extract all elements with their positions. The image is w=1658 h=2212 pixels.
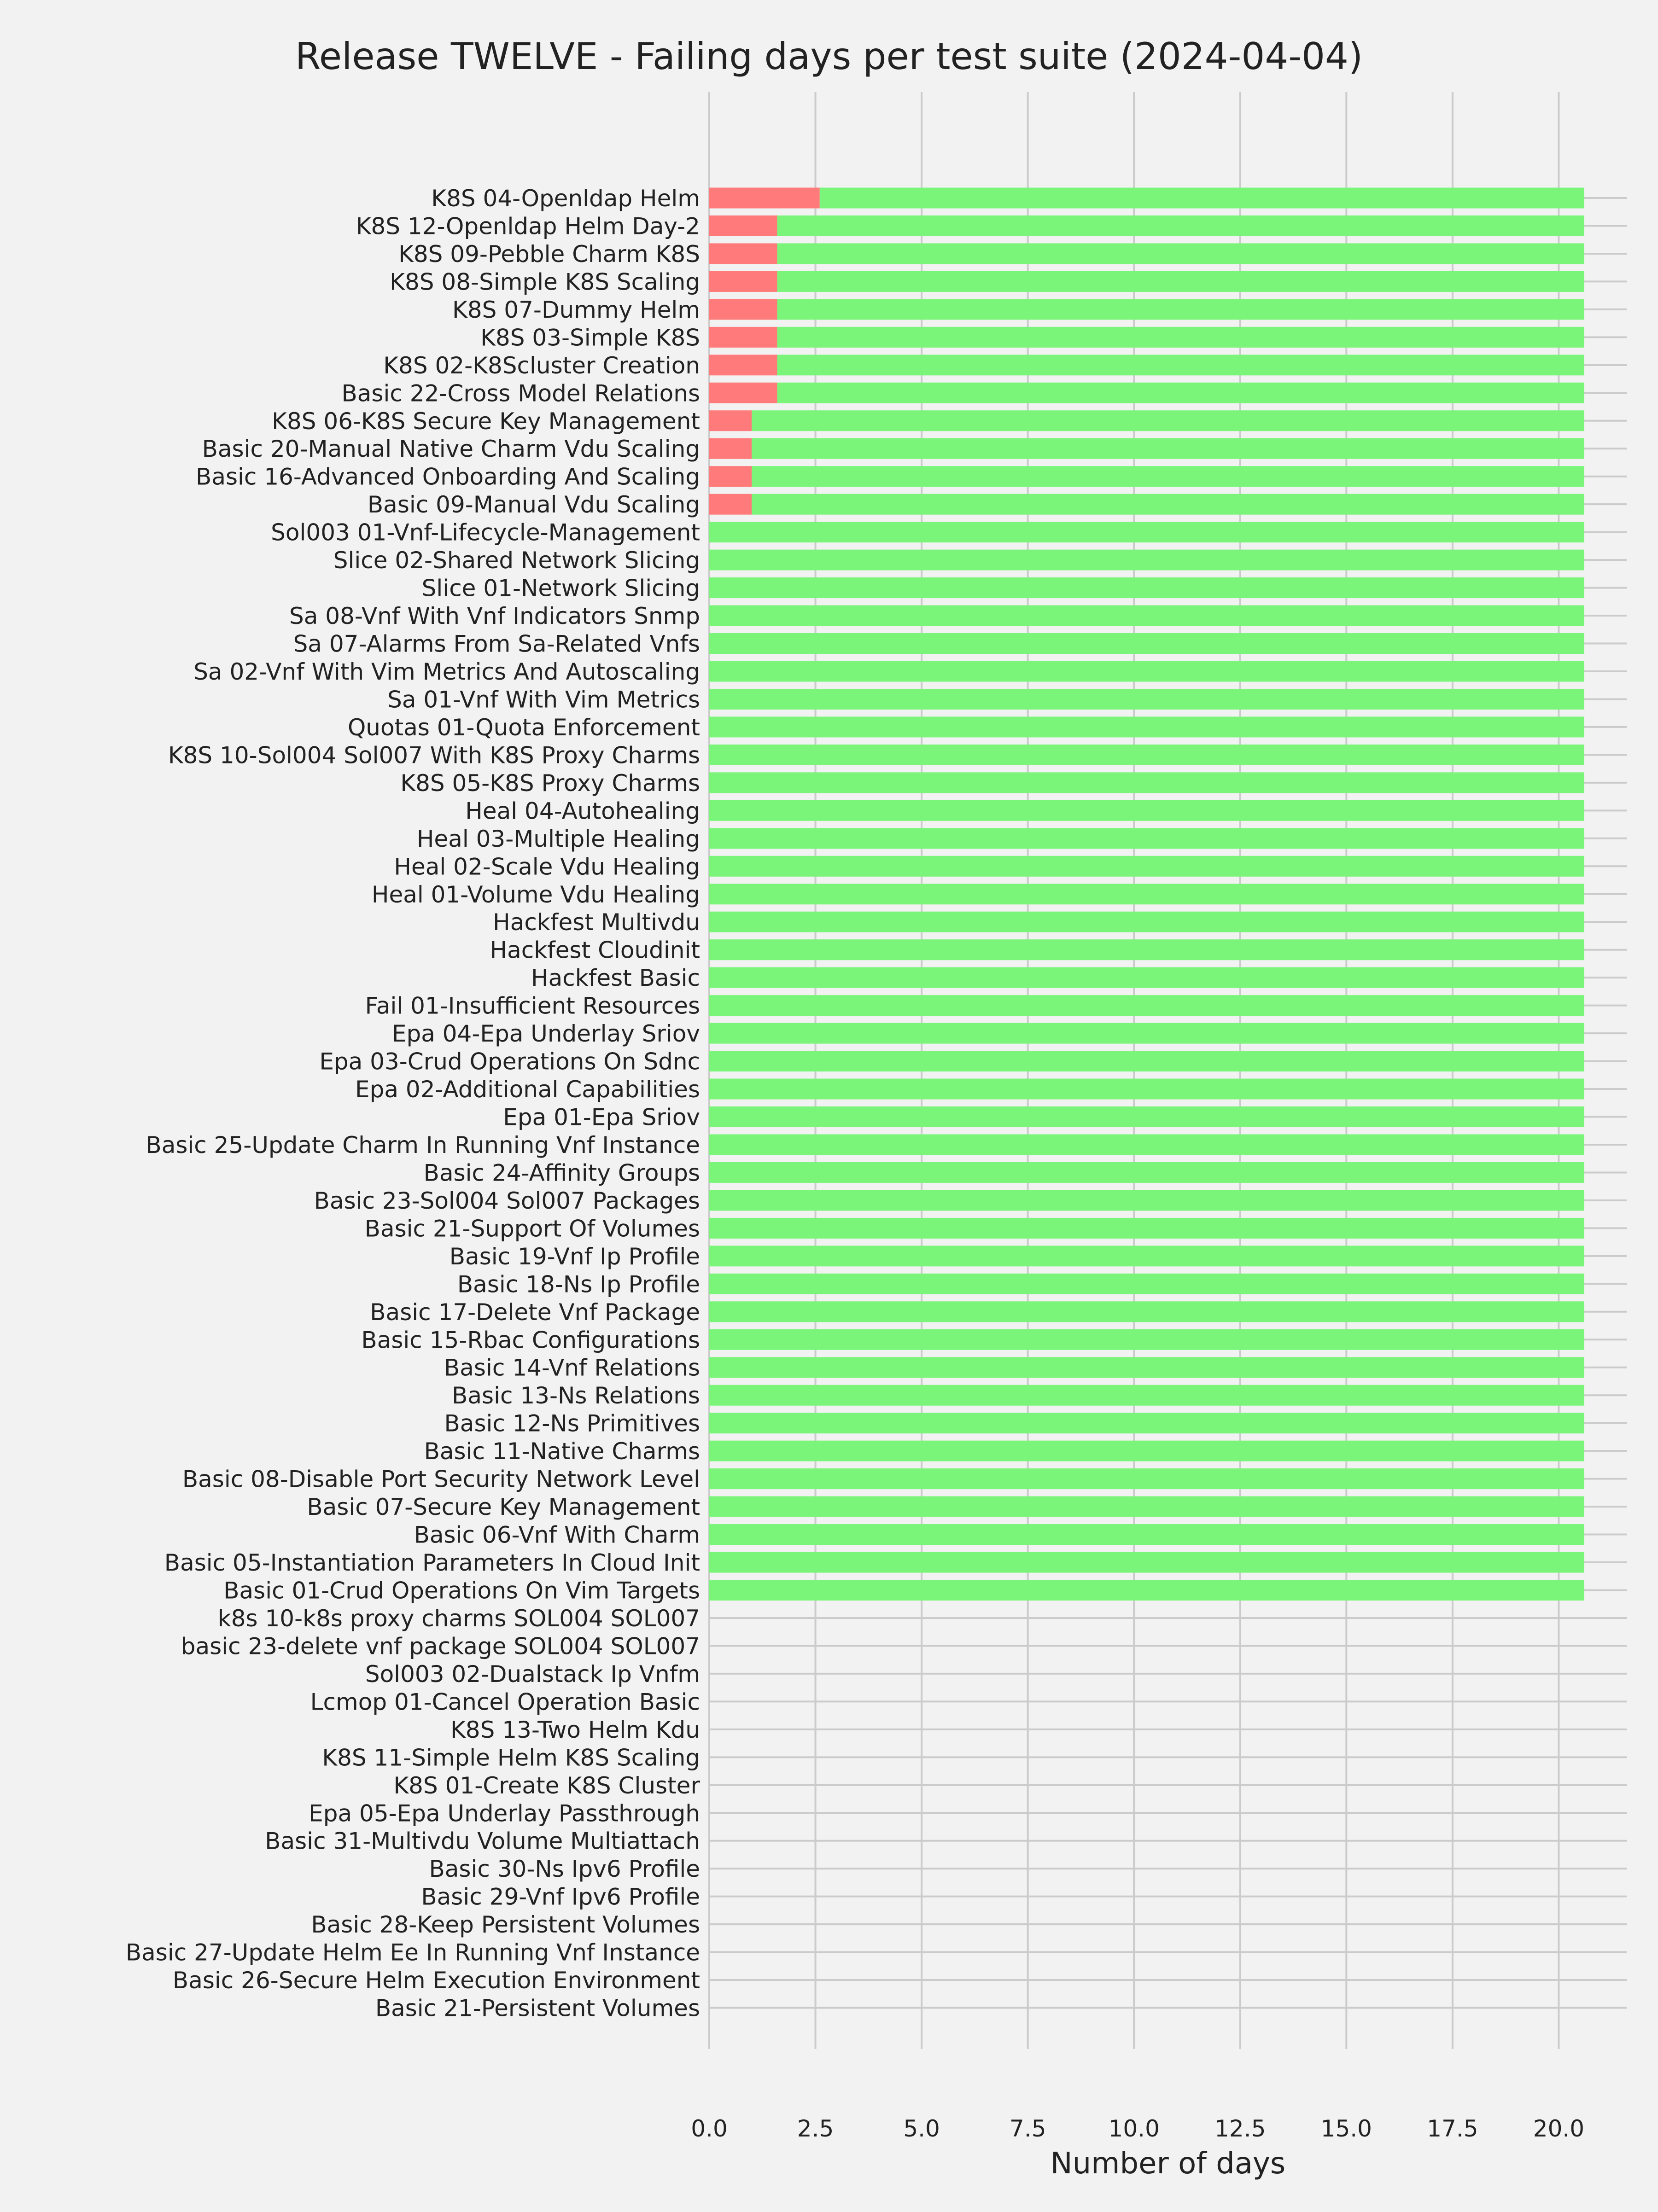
bar-failing [709,494,752,515]
bar-failing [709,438,752,459]
y-tick-label: Basic 22-Cross Model Relations [341,380,700,407]
bar-passing [777,215,1584,236]
x-tick-label: 12.5 [1214,2115,1266,2142]
bar-passing [709,1524,1584,1545]
bar-passing [752,494,1584,515]
bar-passing [709,772,1584,793]
y-tick-label: Fail 01-Insufficient Resources [365,992,700,1019]
bar-passing [709,605,1584,626]
bar-passing [709,1413,1584,1433]
bar-failing [709,188,820,209]
bar-passing [752,438,1584,459]
bar-passing [709,912,1584,932]
bar-passing [709,1162,1584,1183]
bar-passing [777,299,1584,320]
y-tick-label: Heal 03-Multiple Healing [416,825,700,852]
y-tick-label: K8S 05-K8S Proxy Charms [400,769,700,797]
y-tick-label: Basic 19-Vnf Ip Profile [449,1243,700,1270]
y-tick-label: Basic 30-Ns Ipv6 Profile [429,1856,700,1883]
bar-passing [777,243,1584,264]
chart-title: Release TWELVE - Failing days per test suite (2024-04-04) [295,35,1363,78]
y-tick-label: Basic 26-Secure Helm Execution Environment [172,1967,700,1994]
bar-passing [709,1357,1584,1378]
bar-passing [777,271,1584,292]
y-tick-label: Heal 02-Scale Vdu Healing [394,853,700,880]
bar-passing [820,188,1584,209]
y-tick-label: K8S 09-Pebble Charm K8S [398,240,700,268]
y-tick-label: Lcmop 01-Cancel Operation Basic [310,1688,700,1716]
bar-passing [709,939,1584,960]
y-tick-label: Basic 14-Vnf Relations [444,1354,700,1381]
y-tick-label: Sa 08-Vnf With Vnf Indicators Snmp [289,603,700,630]
bar-passing [709,522,1584,542]
y-tick-label: K8S 06-K8S Secure Key Management [272,407,700,435]
bar-passing [709,1106,1584,1127]
bar-failing [709,243,777,264]
y-tick-label: Basic 05-Instantiation Parameters In Cloud Init [164,1549,700,1577]
y-tick-label: Basic 20-Manual Native Charm Vdu Scaling [202,436,700,463]
y-tick-label: Basic 29-Vnf Ipv6 Profile [421,1883,700,1910]
bar-passing [709,745,1584,765]
bar-passing [709,1468,1584,1489]
bar-passing [709,661,1584,681]
bar-passing [709,828,1584,849]
y-tick-label: Hackfest Multivdu [493,909,700,936]
y-tick-label: Basic 01-Crud Operations On Vim Targets [223,1577,700,1604]
x-tick-label: 20.0 [1533,2115,1585,2142]
y-tick-label: Basic 23-Sol004 Sol007 Packages [314,1187,700,1214]
y-tick-label: Basic 12-Ns Primitives [444,1410,700,1437]
bar-passing [752,410,1584,431]
y-tick-label: Heal 01-Volume Vdu Healing [371,881,700,908]
y-tick-label: K8S 07-Dummy Helm [452,296,700,323]
y-tick-label: Basic 08-Disable Port Security Network Level [182,1466,700,1493]
bar-failing [709,383,777,403]
bar-passing [709,884,1584,904]
y-tick-label: Basic 24-Affinity Groups [423,1159,700,1187]
y-tick-label: K8S 10-Sol004 Sol007 With K8S Proxy Charms [168,742,700,769]
bar-failing [709,215,777,236]
y-tick-label: K8S 12-Openldap Helm Day-2 [356,213,700,240]
bar-passing [752,466,1584,487]
y-tick-label: Basic 15-Rbac Configurations [361,1327,700,1354]
y-tick-label: Basic 18-Ns Ip Profile [457,1271,700,1298]
y-tick-label: Basic 07-Secure Key Management [307,1494,700,1521]
y-tick-label: K8S 11-Simple Helm K8S Scaling [322,1744,700,1771]
bar-passing [709,1441,1584,1461]
x-tick-label: 15.0 [1320,2115,1372,2142]
bar-passing [709,633,1584,654]
y-tick-label: K8S 08-Simple K8S Scaling [390,268,700,296]
bar-passing [709,1329,1584,1350]
y-tick-label: Basic 21-Support Of Volumes [364,1215,700,1242]
x-tick-labels [691,2115,1584,2142]
bars [709,188,1584,1601]
bar-passing [709,1079,1584,1100]
y-tick-label: Basic 16-Advanced Onboarding And Scaling [196,463,700,490]
bar-passing [709,1385,1584,1406]
y-tick-label: Basic 28-Keep Persistent Volumes [311,1911,700,1938]
bar-passing [709,1552,1584,1573]
bar-passing [777,355,1584,375]
y-tick-label: Basic 09-Manual Vdu Scaling [367,491,700,518]
y-tick-label: K8S 04-Openldap Helm [431,185,700,212]
y-tick-label: Basic 11-Native Charms [424,1438,700,1465]
y-tick-label: Sa 01-Vnf With Vim Metrics [387,686,700,713]
y-tick-label: Basic 06-Vnf With Charm [414,1521,700,1548]
x-tick-label: 5.0 [903,2115,940,2142]
y-tick-label: Epa 04-Epa Underlay Sriov [391,1020,700,1048]
y-tick-label: Sol003 01-Vnf-Lifecycle-Management [271,519,700,546]
y-tick-label: Hackfest Basic [531,965,700,992]
x-axis-label: Number of days [1050,2147,1286,2181]
y-tick-label: Basic 21-Persistent Volumes [375,1995,700,2022]
bar-failing [709,355,777,375]
bar-passing [709,716,1584,737]
y-tick-label: k8s 10-k8s proxy charms SOL004 SOL007 [217,1605,700,1632]
bar-passing [709,800,1584,821]
y-tick-label: Slice 01-Network Slicing [421,575,700,602]
bar-passing [709,1190,1584,1211]
y-tick-label: Epa 01-Epa Sriov [503,1104,700,1131]
y-tick-label: K8S 13-Two Helm Kdu [450,1716,700,1743]
bar-failing [709,466,752,487]
y-tick-label: basic 23-delete vnf package SOL004 SOL007 [181,1633,700,1660]
y-tick-label: Sa 02-Vnf With Vim Metrics And Autoscaling [193,658,700,685]
bar-passing [777,327,1584,348]
bar-passing [709,1301,1584,1322]
bar-passing [709,1023,1584,1044]
x-tick-label: 7.5 [1009,2115,1046,2142]
y-tick-label: Basic 13-Ns Relations [452,1382,700,1409]
y-tick-label: Heal 04-Autohealing [465,797,700,825]
y-tick-label: Basic 31-Multivdu Volume Multiattach [265,1828,700,1855]
bar-passing [777,383,1584,403]
y-tick-label: K8S 01-Create K8S Cluster [393,1772,700,1799]
y-tick-label: Epa 05-Epa Underlay Passthrough [309,1800,700,1827]
y-tick-label: Epa 02-Additional Capabilities [355,1076,700,1103]
bar-passing [709,689,1584,710]
bar-passing [709,1218,1584,1239]
y-tick-label: K8S 03-Simple K8S [480,324,700,351]
bar-passing [709,1496,1584,1517]
bar-failing [709,410,752,431]
bar-passing [709,1246,1584,1266]
bar-passing [709,856,1584,877]
x-tick-label: 10.0 [1108,2115,1160,2142]
y-tick-label: Slice 02-Shared Network Slicing [333,547,700,574]
bar-passing [709,1580,1584,1601]
bar-failing [709,327,777,348]
bar-passing [709,550,1584,570]
bar-passing [709,1274,1584,1294]
bar-failing [709,299,777,320]
y-tick-label: K8S 02-K8Scluster Creation [383,352,700,379]
bar-passing [709,967,1584,988]
y-tick-label: Basic 17-Delete Vnf Package [370,1298,700,1326]
y-tick-label: Sol003 02-Dualstack Ip Vnfm [365,1660,700,1688]
y-tick-label: Basic 27-Update Helm Ee In Running Vnf Instance [125,1939,700,1966]
x-tick-label: 0.0 [691,2115,728,2142]
bar-passing [709,577,1584,598]
x-tick-label: 17.5 [1427,2115,1478,2142]
y-tick-label: Epa 03-Crud Operations On Sdnc [319,1048,700,1075]
y-tick-label: Basic 25-Update Charm In Running Vnf Instance [146,1131,700,1158]
bar-passing [709,995,1584,1016]
y-tick-label: Sa 07-Alarms From Sa-Related Vnfs [293,630,700,658]
x-tick-label: 2.5 [797,2115,834,2142]
bar-passing [709,1134,1584,1155]
y-tick-label: Quotas 01-Quota Enforcement [347,714,700,741]
bar-passing [709,1051,1584,1071]
bar-failing [709,271,777,292]
y-tick-label: Hackfest Cloudinit [490,937,700,964]
